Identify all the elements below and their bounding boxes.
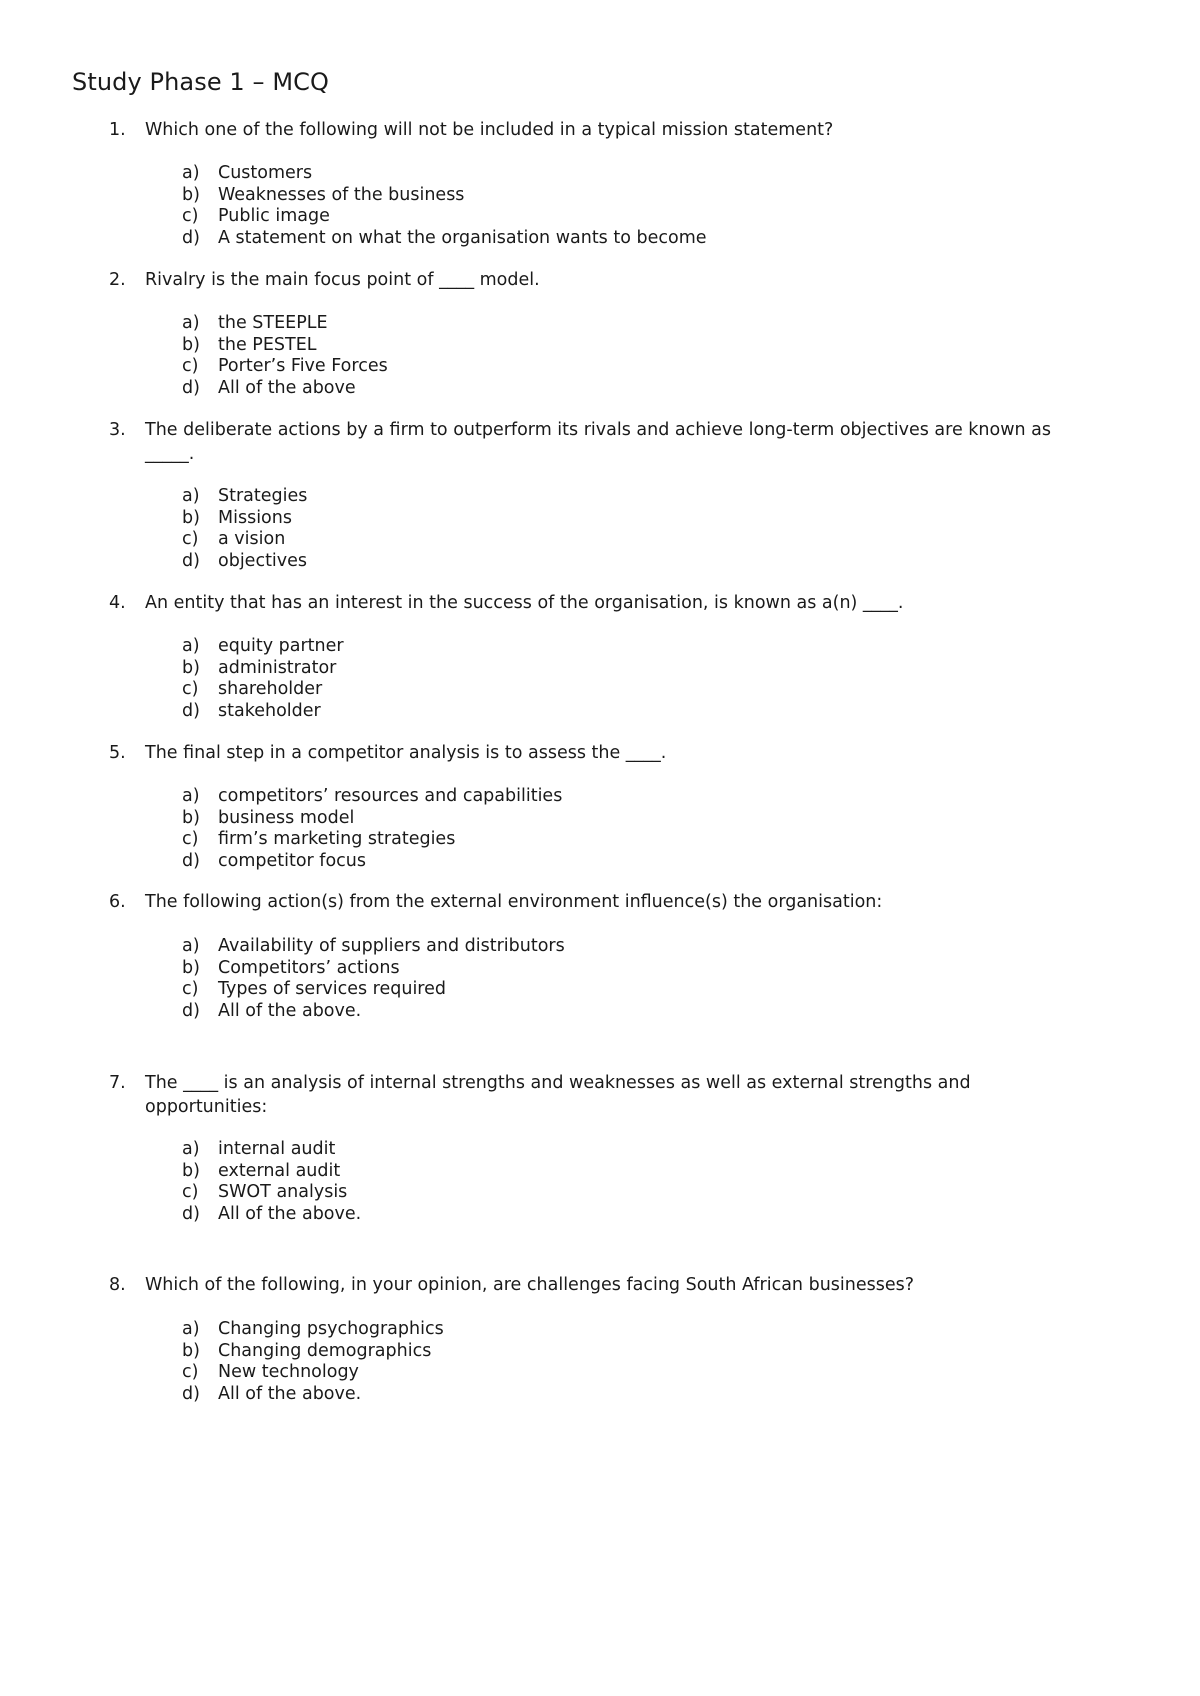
option-letter: c) — [182, 529, 199, 550]
option-letter: a) — [182, 636, 200, 656]
option-text: equity partner — [218, 636, 344, 656]
option-text: administrator — [218, 657, 337, 678]
option-item — [0, 507, 900, 530]
option-text: firm’s marketing strategies — [218, 829, 456, 850]
option-letter: b) — [182, 957, 200, 978]
option-letter: a) — [182, 786, 200, 806]
option-letter: d) — [182, 227, 200, 248]
question-text: Rivalry is the main focus point of ____ model. — [145, 270, 540, 290]
option-letter: d) — [182, 377, 200, 398]
option-letter: b) — [182, 657, 200, 678]
option-item — [0, 377, 900, 400]
option-letter: b) — [182, 184, 200, 205]
option-text: A statement on what the organisation wants to become — [218, 227, 707, 248]
option-text: Customers — [218, 163, 313, 183]
option-text: shareholder — [218, 679, 323, 700]
option-item — [0, 1318, 900, 1341]
option-item — [0, 785, 900, 808]
option-letter: b) — [182, 1160, 200, 1181]
option-item — [0, 1340, 900, 1363]
option-text: Porter’s Five Forces — [218, 356, 388, 377]
option-text: a vision — [218, 529, 286, 550]
option-text: external audit — [218, 1160, 341, 1181]
option-text: Availability of suppliers and distributors — [218, 936, 565, 956]
option-letter: d) — [182, 1203, 200, 1224]
option-text: All of the above — [218, 377, 356, 398]
option-item — [0, 227, 900, 250]
option-text: the STEEPLE — [218, 313, 328, 333]
option-text: Changing demographics — [218, 1340, 432, 1361]
question-number: 1. — [109, 120, 126, 140]
option-text: competitors’ resources and capabilities — [218, 786, 563, 806]
option-text: Missions — [218, 507, 292, 528]
option-item — [0, 978, 900, 1001]
option-letter: c) — [182, 829, 199, 850]
page-title: Study Phase 1 – MCQ — [72, 68, 329, 96]
option-item — [0, 162, 900, 185]
question-text: The deliberate actions by a firm to outperform its rivals and achieve long-term objectives are known as _____. — [145, 420, 1052, 464]
option-item — [0, 1203, 900, 1226]
option-letter: b) — [182, 334, 200, 355]
option-item — [0, 184, 900, 207]
question-text: Which one of the following will not be included in a typical mission statement? — [145, 120, 834, 140]
option-item — [0, 635, 900, 658]
option-item — [0, 1383, 900, 1406]
option-item — [0, 828, 900, 851]
question-number: 4. — [109, 593, 126, 613]
option-letter: d) — [182, 700, 200, 721]
option-item — [0, 550, 900, 573]
question-number: 6. — [109, 892, 126, 912]
option-text: New technology — [218, 1362, 359, 1383]
option-letter: a) — [182, 486, 200, 506]
option-text: business model — [218, 807, 355, 828]
option-text: Changing psychographics — [218, 1319, 444, 1339]
option-item — [0, 1160, 900, 1183]
option-letter: c) — [182, 679, 199, 700]
option-text: SWOT analysis — [218, 1182, 348, 1203]
option-item — [0, 1361, 900, 1384]
option-letter: c) — [182, 356, 199, 377]
question-text: The final step in a competitor analysis is to assess the ____. — [145, 743, 667, 763]
option-text: All of the above. — [218, 1000, 362, 1021]
option-letter: c) — [182, 206, 199, 227]
question-text: Which of the following, in your opinion, are challenges facing South African businesses? — [145, 1275, 915, 1295]
option-item — [0, 355, 900, 378]
option-text: All of the above. — [218, 1203, 362, 1224]
option-text: stakeholder — [218, 700, 321, 721]
option-letter: b) — [182, 807, 200, 828]
option-item — [0, 1181, 900, 1204]
option-text: Public image — [218, 206, 330, 227]
option-item — [0, 678, 900, 701]
option-letter: a) — [182, 1139, 200, 1159]
option-letter: c) — [182, 979, 199, 1000]
option-item — [0, 312, 900, 335]
option-letter: b) — [182, 507, 200, 528]
option-item — [0, 807, 900, 830]
option-text: Strategies — [218, 486, 308, 506]
question-number: 8. — [109, 1275, 126, 1295]
option-text: Weaknesses of the business — [218, 184, 465, 205]
option-text: internal audit — [218, 1139, 336, 1159]
option-letter: d) — [182, 550, 200, 571]
option-item — [0, 935, 900, 958]
question-text: An entity that has an interest in the success of the organisation, is known as a(n) ____. — [145, 593, 904, 613]
option-item — [0, 700, 900, 723]
option-letter: a) — [182, 163, 200, 183]
option-letter: d) — [182, 850, 200, 871]
option-item — [0, 1000, 900, 1023]
option-letter: c) — [182, 1182, 199, 1203]
option-text: objectives — [218, 550, 308, 571]
option-item — [0, 205, 900, 228]
option-text: competitor focus — [218, 850, 366, 871]
option-text: the PESTEL — [218, 334, 317, 355]
question-number: 7. — [109, 1073, 126, 1093]
question-text: The ____ is an analysis of internal strengths and weaknesses as well as external strengths and opportunities: — [145, 1073, 971, 1117]
option-letter: d) — [182, 1383, 200, 1404]
option-item — [0, 485, 900, 508]
option-text: Types of services required — [218, 979, 446, 1000]
option-item — [0, 657, 900, 680]
option-item — [0, 334, 900, 357]
option-item — [0, 528, 900, 551]
option-letter: c) — [182, 1362, 199, 1383]
option-letter: a) — [182, 313, 200, 333]
option-text: All of the above. — [218, 1383, 362, 1404]
option-letter: a) — [182, 936, 200, 956]
option-item — [0, 1138, 900, 1161]
option-item — [0, 957, 900, 980]
option-text: Competitors’ actions — [218, 957, 400, 978]
question-number: 3. — [109, 420, 126, 440]
option-letter: b) — [182, 1340, 200, 1361]
question-number: 5. — [109, 743, 126, 763]
question-number: 2. — [109, 270, 126, 290]
question-text: The following action(s) from the external environment influence(s) the organisation: — [145, 892, 883, 912]
option-item — [0, 850, 900, 873]
option-letter: d) — [182, 1000, 200, 1021]
option-letter: a) — [182, 1319, 200, 1339]
